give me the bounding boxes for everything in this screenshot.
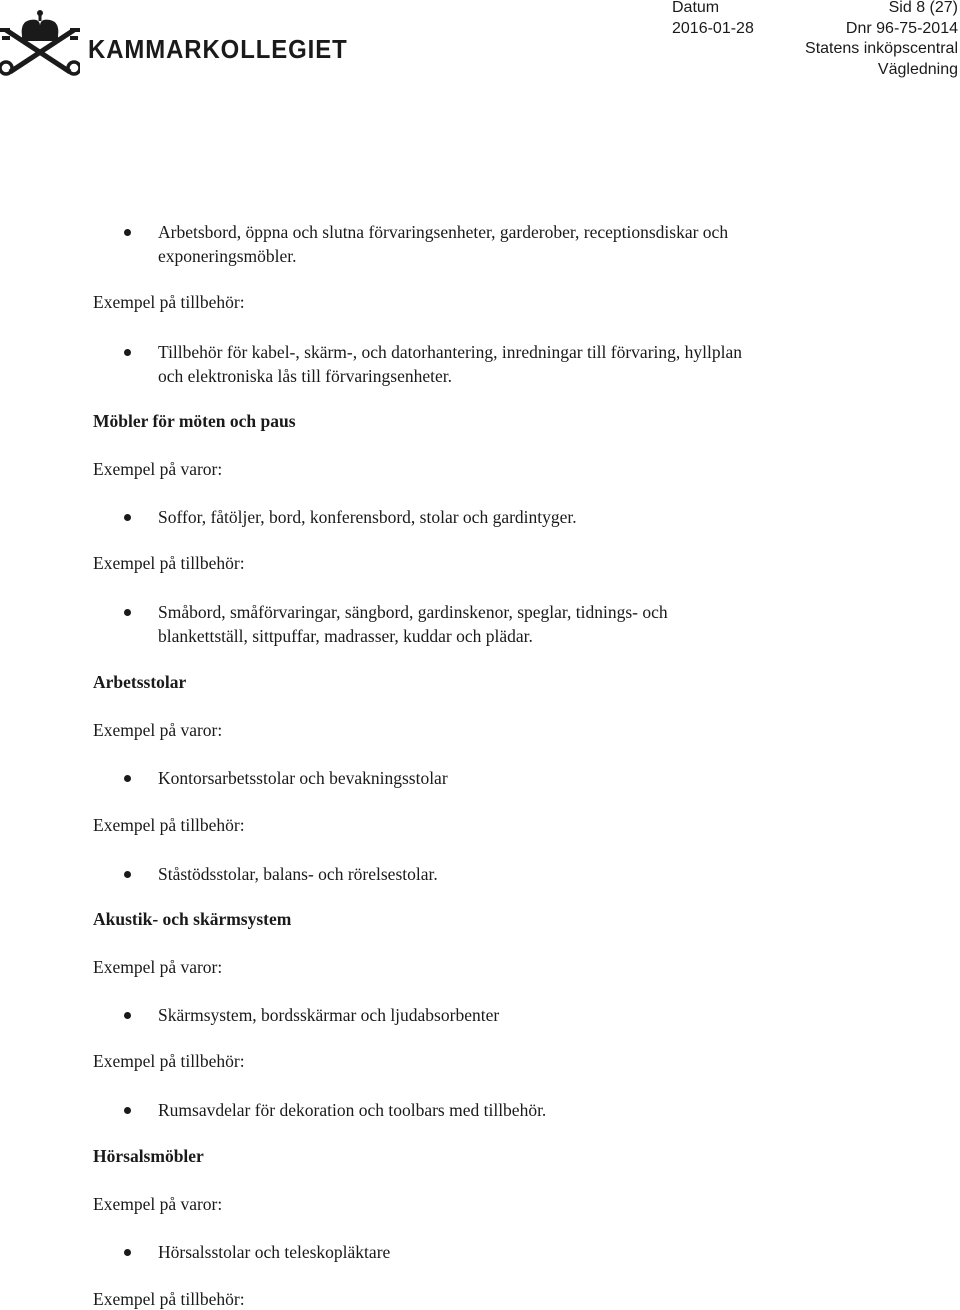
document-date: 2016-01-28 — [672, 19, 754, 37]
bullet-icon — [124, 514, 131, 521]
bullet-icon — [124, 1107, 131, 1114]
list-item: Hörsalsstolar och teleskopläktare — [158, 1242, 391, 1262]
document-type: Vägledning — [877, 60, 958, 78]
header-left-column — [672, 0, 754, 39]
goods-label: Exempel på varor: — [93, 720, 223, 740]
list-item: Arbetsbord, öppna och slutna förvaringsenheter, garderober, receptionsdiskar och exponeringsmöbler. — [158, 222, 729, 266]
goods-label: Exempel på varor: — [93, 957, 223, 977]
organisation-name: Statens inköpscentral — [805, 40, 958, 57]
list-item: Ståstödsstolar, balans- och rörelsestolar. — [158, 864, 438, 884]
goods-label: Exempel på varor: — [93, 1194, 223, 1214]
datum-label: Datum — [672, 0, 720, 16]
bullet-icon — [124, 871, 131, 878]
bullet-icon — [124, 609, 131, 616]
kammarkollegiet-logo — [0, 6, 348, 76]
goods-label: Exempel på varor: — [93, 459, 223, 479]
list-item: Soffor, fåtöljer, bord, konferensbord, stolar och gardintyger. — [158, 507, 577, 527]
list-item: Skärmsystem, bordsskärmar och ljudabsorbenter — [158, 1005, 500, 1025]
logo-wordmark: KAMMARKOLLEGIET — [88, 34, 348, 64]
page-number: Sid 8 (27) — [888, 0, 958, 16]
bullet-icon — [124, 775, 131, 782]
list-item: Rumsavdelar för dekoration och toolbars med tillbehör. — [158, 1100, 547, 1120]
list-item: Kontorsarbetsstolar och bevakningsstolar — [158, 768, 448, 788]
section-heading-auditorium: Hörsalsmöbler — [93, 1146, 204, 1166]
bullet-icon — [124, 1249, 131, 1256]
document-header — [540, 0, 960, 90]
accessories-label: Exempel på tillbehör: — [93, 292, 245, 312]
bullet-icon — [124, 229, 131, 236]
section-heading-meetings: Möbler för möten och paus — [93, 411, 296, 431]
list-item: Småbord, småförvaringar, sängbord, gardinskenor, speglar, tidnings- och blankettställ, sittpuffar, madrasser, kuddar och plädar. — [158, 602, 668, 646]
section-heading-chairs: Arbetsstolar — [93, 672, 187, 692]
accessories-label: Exempel på tillbehör: — [93, 1289, 245, 1309]
header-right-column — [805, 0, 958, 80]
accessories-label: Exempel på tillbehör: — [93, 1051, 245, 1071]
crown-keys-icon — [0, 6, 80, 78]
accessories-label: Exempel på tillbehör: — [93, 815, 245, 835]
accessories-label: Exempel på tillbehör: — [93, 553, 245, 573]
section-heading-acoustic: Akustik- och skärmsystem — [93, 909, 292, 929]
bullet-icon — [124, 1012, 131, 1019]
diary-number: Dnr 96-75-2014 — [845, 19, 958, 37]
list-item: Tillbehör för kabel-, skärm-, och datorhantering, inredningar till förvaring, hyllplan och elektroniska lås till förvaringsenheter. — [158, 342, 742, 386]
bullet-icon — [124, 349, 131, 356]
